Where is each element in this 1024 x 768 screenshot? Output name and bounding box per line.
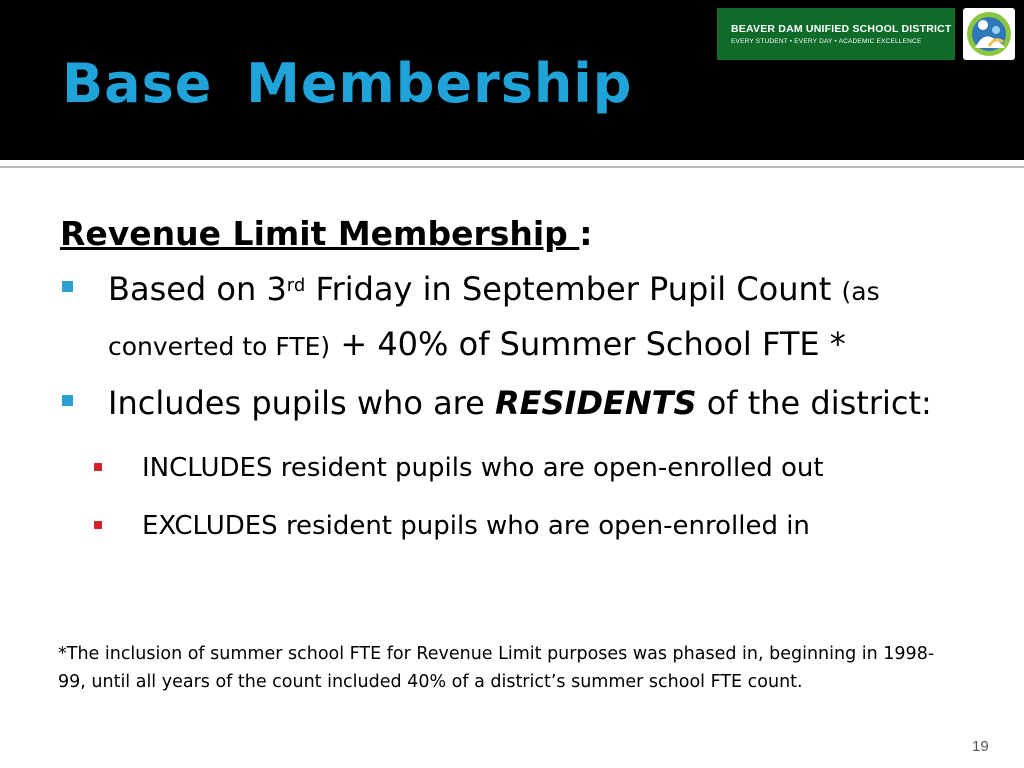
square-bullet-icon <box>94 463 102 471</box>
sub-bullet-item <box>60 506 980 546</box>
slide-header <box>0 0 1024 160</box>
slide-body <box>60 214 980 546</box>
footnote: *The inclusion of summer school FTE for Revenue Limit purposes was phased in, beginning in 1998-99, until all years of the count included 40% of a district’s summer school FTE count. <box>58 644 935 692</box>
sub-bullet-text: INCLUDES resident pupils who are open-enrolled out <box>142 453 824 483</box>
ordinal-superscript: rd <box>286 275 306 296</box>
bullet-text: Includes pupils who are <box>108 384 495 422</box>
sub-bullet-text: EXCLUDES resident pupils who are open-enrolled in <box>142 511 810 541</box>
district-logo-icon <box>963 8 1015 60</box>
section-heading-text: Revenue Limit Membership <box>60 214 580 253</box>
section-heading <box>60 214 980 253</box>
district-tagline: EVERY STUDENT • EVERY DAY • ACADEMIC EXCELLENCE <box>731 38 922 45</box>
square-bullet-icon <box>94 521 102 529</box>
square-bullet-icon <box>62 281 73 292</box>
slide-title: Base Membership <box>62 52 633 115</box>
district-name: BEAVER DAM UNIFIED SCHOOL DISTRICT <box>731 23 952 35</box>
bullet-text: Friday in September Pupil Count <box>305 270 842 308</box>
section-heading-colon: : <box>579 214 593 253</box>
sub-bullet-item <box>60 448 980 488</box>
bullet-parenthetical: (as converted to FTE) <box>108 277 880 361</box>
page-number: 19 <box>972 738 989 755</box>
bullet-text: of the district: <box>696 384 932 422</box>
header-divider <box>0 160 1024 168</box>
bullet-text: Based on 3 <box>108 270 287 308</box>
bullet-emphasis: RESIDENTS <box>494 384 697 422</box>
district-banner <box>717 8 955 60</box>
bullet-text: + 40% of Summer School FTE * <box>330 325 846 363</box>
square-bullet-icon <box>62 395 73 406</box>
bullet-item <box>60 377 980 430</box>
bullet-item <box>60 263 980 373</box>
